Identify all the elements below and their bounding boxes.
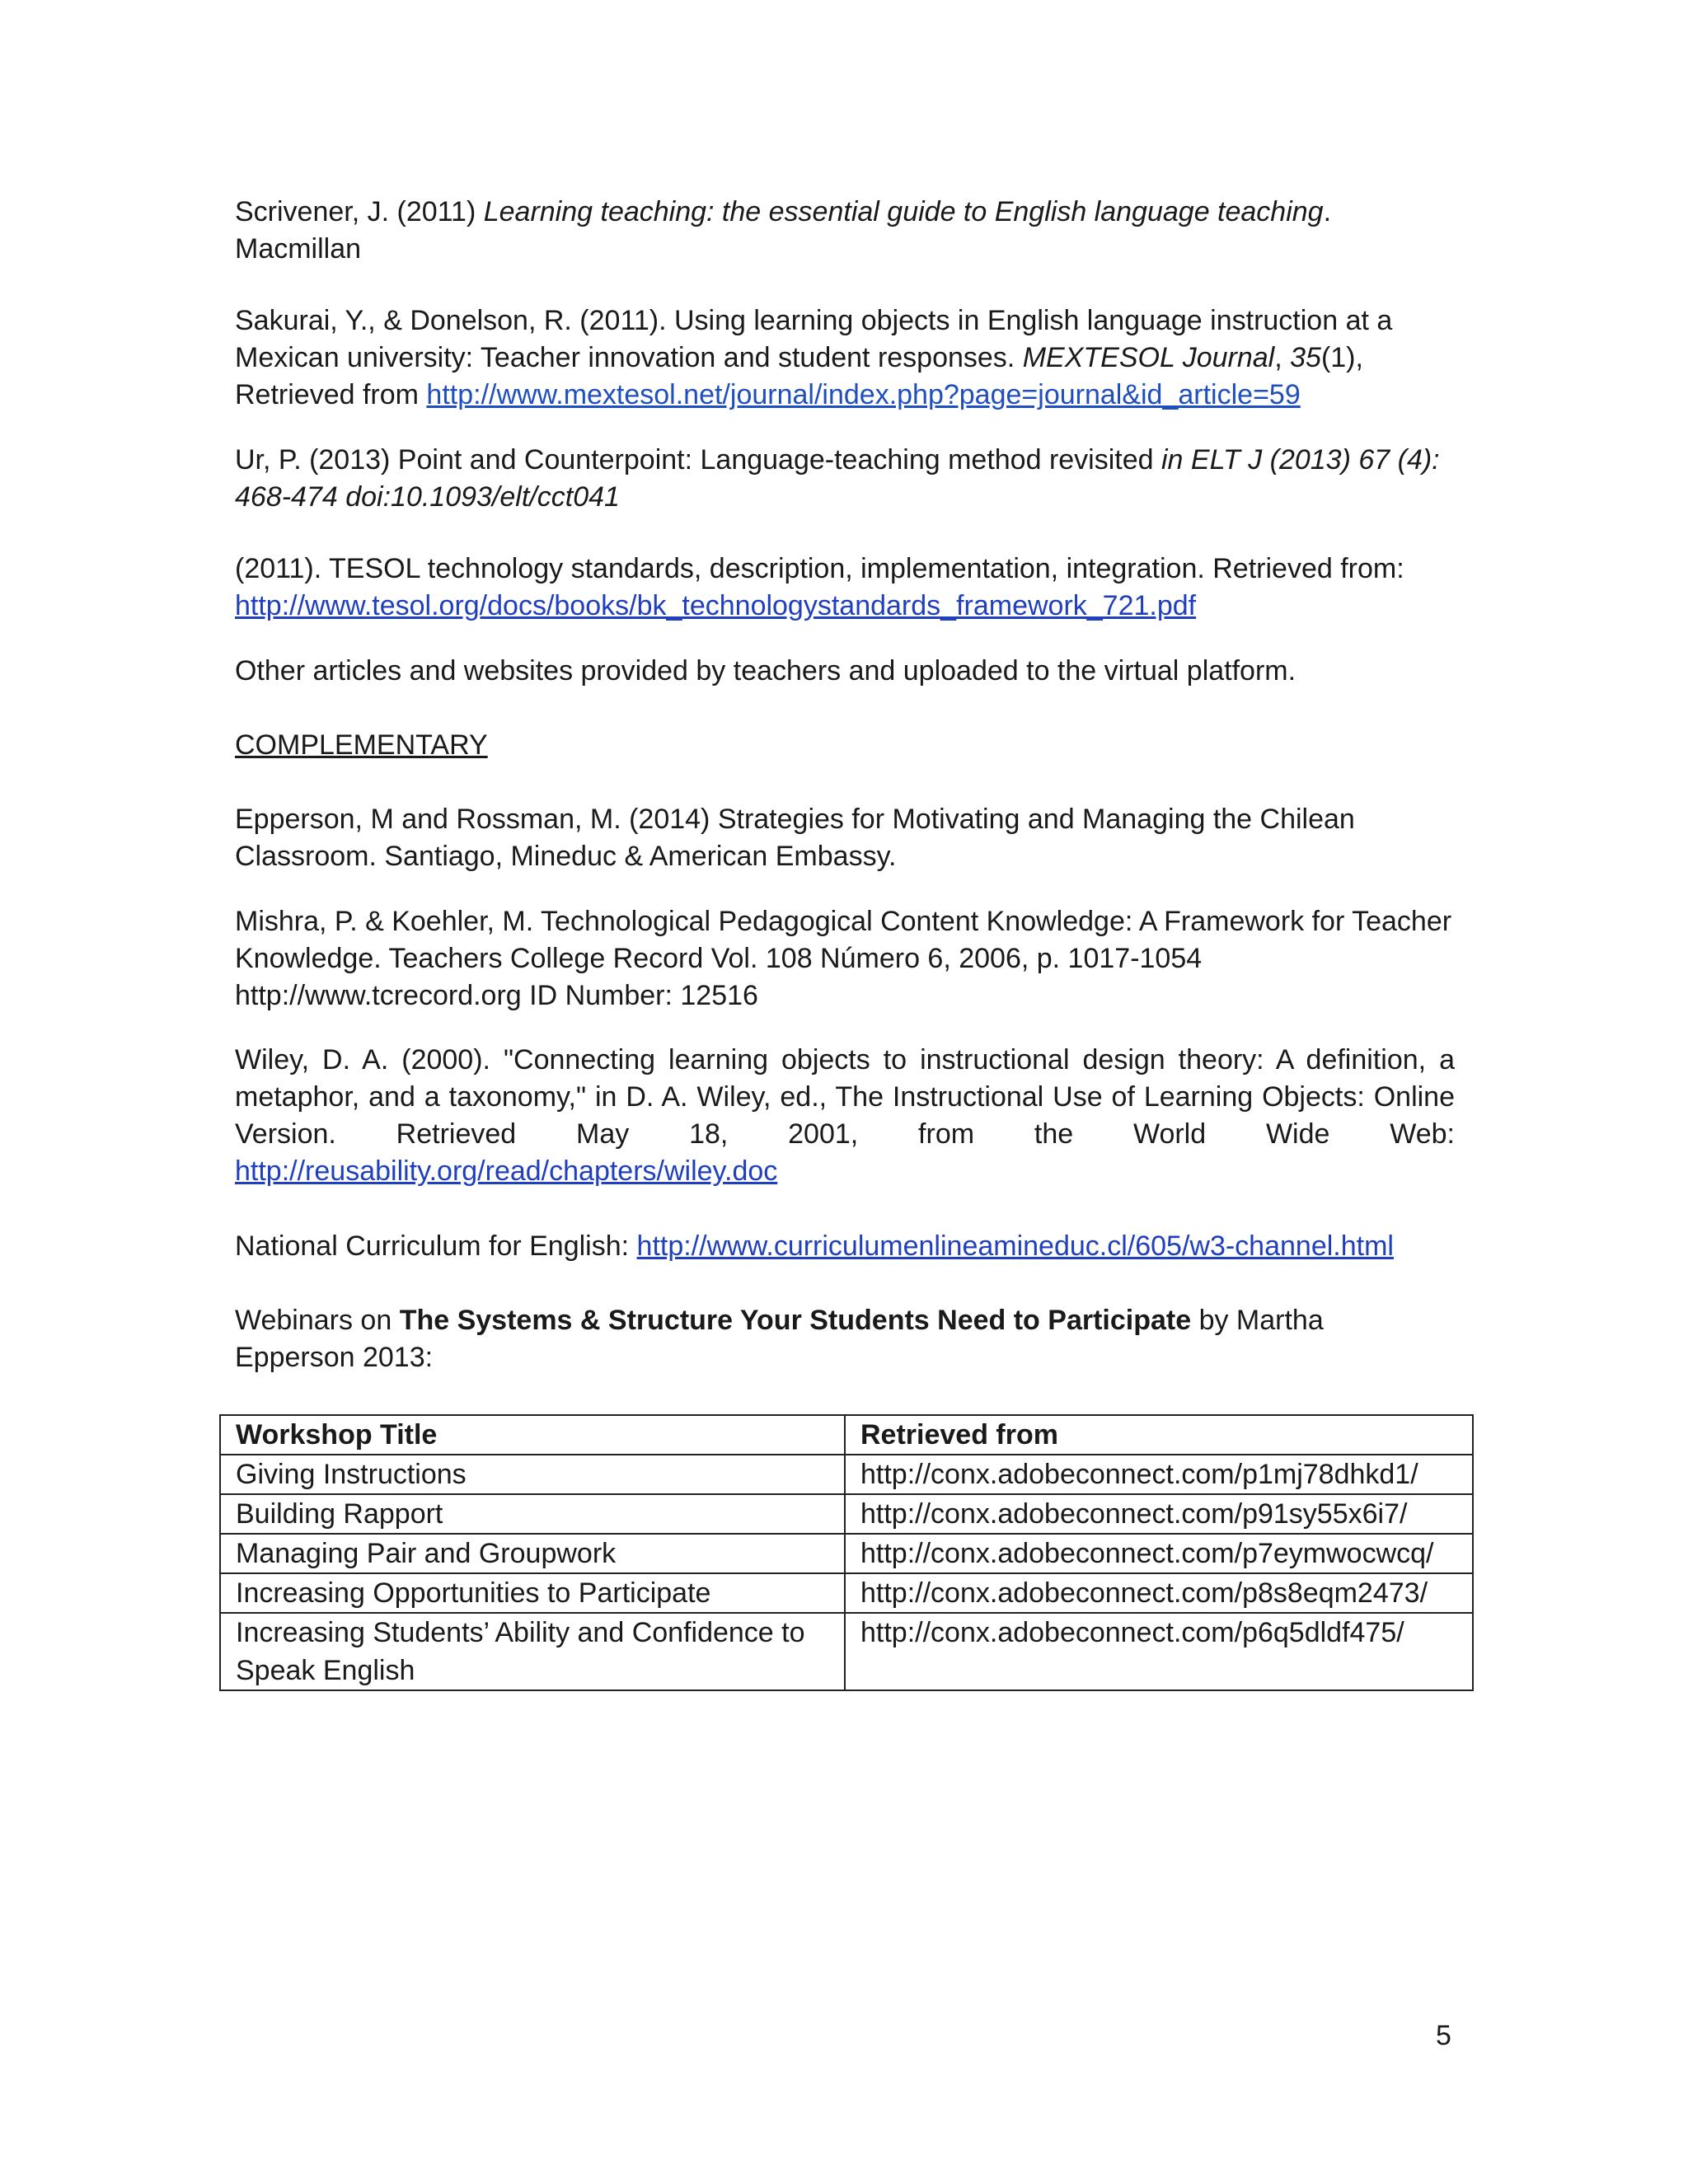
reference-curriculum: [235, 1228, 1455, 1265]
ref-sakurai-journal: MEXTESOL Journal: [1022, 342, 1275, 373]
reference-ur: [235, 442, 1455, 516]
workshop-table: [219, 1414, 1474, 1691]
reference-tesol: [235, 551, 1455, 625]
ref-tesol-lead: (2011). TESOL technology standards, description, implementation, integration. Retrieved from:: [235, 553, 1404, 584]
table-row: [220, 1534, 1473, 1573]
ref-curriculum-label: National Curriculum for English:: [235, 1230, 637, 1262]
ref-scrivener-publisher: Macmillan: [235, 233, 362, 265]
table-row: [220, 1573, 1473, 1613]
reference-wiley: [235, 1042, 1455, 1153]
ref-scrivener-lead: Scrivener, J. (2011): [235, 196, 484, 227]
workshop-title-cell: Increasing Students’ Ability and Confidence to Speak English: [220, 1613, 845, 1690]
ref-mishra-line1: Mishra, P. & Koehler, M. Technological Pedagogical Content Knowledge: A Framework for Teacher Knowledge. Teachers College Record Vol. 108 Número 6, 2006, p. 1017-1054: [235, 906, 1452, 974]
reference-mishra: [235, 903, 1455, 1015]
workshop-title-cell: Giving Instructions: [220, 1455, 845, 1494]
ref-other-text: Other articles and websites provided by teachers and uploaded to the virtual platform.: [235, 655, 1296, 687]
page-number: 5: [1436, 2020, 1451, 2051]
wiley-link[interactable]: http://reusability.org/read/chapters/wiley.doc: [235, 1155, 778, 1187]
webinars-title: The Systems & Structure Your Students Need to Participate: [399, 1305, 1192, 1336]
workshop-url-cell: http://conx.adobeconnect.com/p91sy55x6i7/: [845, 1494, 1473, 1534]
ref-scrivener-tail: .: [1323, 196, 1332, 227]
workshop-title-cell: Increasing Opportunities to Participate: [220, 1573, 845, 1613]
table-row: [220, 1455, 1473, 1494]
table-header-row: [220, 1415, 1473, 1455]
header-workshop-title: Workshop Title: [220, 1415, 845, 1455]
reference-wiley-url-line: [235, 1153, 1455, 1190]
table-row: [220, 1613, 1473, 1690]
reference-scrivener: [235, 194, 1455, 268]
ref-scrivener-title: Learning teaching: the essential guide to English language teaching: [483, 196, 1324, 227]
webinars-lead: Webinars on: [235, 1305, 400, 1336]
workshop-url-cell: http://conx.adobeconnect.com/p6q5dldf475/: [845, 1613, 1473, 1690]
ref-wiley-body: Wiley, D. A. (2000). "Connecting learning objects to instructional design theory: A definition, a metaphor, and a taxonomy," in D. A. Wiley, ed., The Instructional Use of Learning Objects: Online Version. Retrieved May 18, 2001, from the World Wide Web:: [235, 1044, 1455, 1150]
ref-epperson-text: Epperson, M and Rossman, M. (2014) Strategies for Motivating and Managing the Chilean Classroom. Santiago, Mineduc & American Embassy.: [235, 804, 1355, 872]
reference-sakurai: [235, 302, 1455, 414]
reference-epperson: [235, 801, 1455, 875]
ref-sakurai-lead: Sakurai, Y., & Donelson, R. (2011). Using learning objects in English language instruction at a Mexican university: Teacher innovation and student responses.: [235, 305, 1393, 373]
webinars-tail: by Martha Epperson 2013:: [235, 1305, 1324, 1373]
workshop-title-cell: Managing Pair and Groupwork: [220, 1534, 845, 1573]
header-retrieved-from: Retrieved from: [845, 1415, 1473, 1455]
curriculum-link[interactable]: http://www.curriculumenlineamineduc.cl/605/w3-channel.html: [636, 1230, 1394, 1262]
ref-sakurai-retrieved: Retrieved from: [235, 379, 427, 410]
tesol-link[interactable]: http://www.tesol.org/docs/books/bk_technologystandards_framework_721.pdf: [235, 590, 1197, 621]
ref-sakurai-sep: ,: [1274, 342, 1291, 373]
reference-other: [235, 653, 1455, 690]
table-row: [220, 1494, 1473, 1534]
reference-webinars: [235, 1302, 1438, 1376]
mextesol-link[interactable]: http://www.mextesol.net/journal/index.php?page=journal&id_article=59: [426, 379, 1301, 410]
ref-sakurai-volume: 35: [1290, 342, 1321, 373]
workshop-url-cell: http://conx.adobeconnect.com/p7eymwocwcq/: [845, 1534, 1473, 1573]
ref-sakurai-issue: (1),: [1320, 342, 1363, 373]
workshop-url-cell: http://conx.adobeconnect.com/p1mj78dhkd1/: [845, 1455, 1473, 1494]
workshop-url-cell: http://conx.adobeconnect.com/p8s8eqm2473/: [845, 1573, 1473, 1613]
ref-ur-lead: Ur, P. (2013) Point and Counterpoint: Language-teaching method revisited: [235, 444, 1161, 476]
ref-ur-citation: in ELT J (2013) 67 (4): 468-474 doi:10.1093/elt/cct041: [235, 444, 1440, 513]
ref-mishra-line2: http://www.tcrecord.org ID Number: 12516: [235, 980, 758, 1011]
workshop-title-cell: Building Rapport: [220, 1494, 845, 1534]
complementary-heading: COMPLEMENTARY: [235, 729, 488, 761]
